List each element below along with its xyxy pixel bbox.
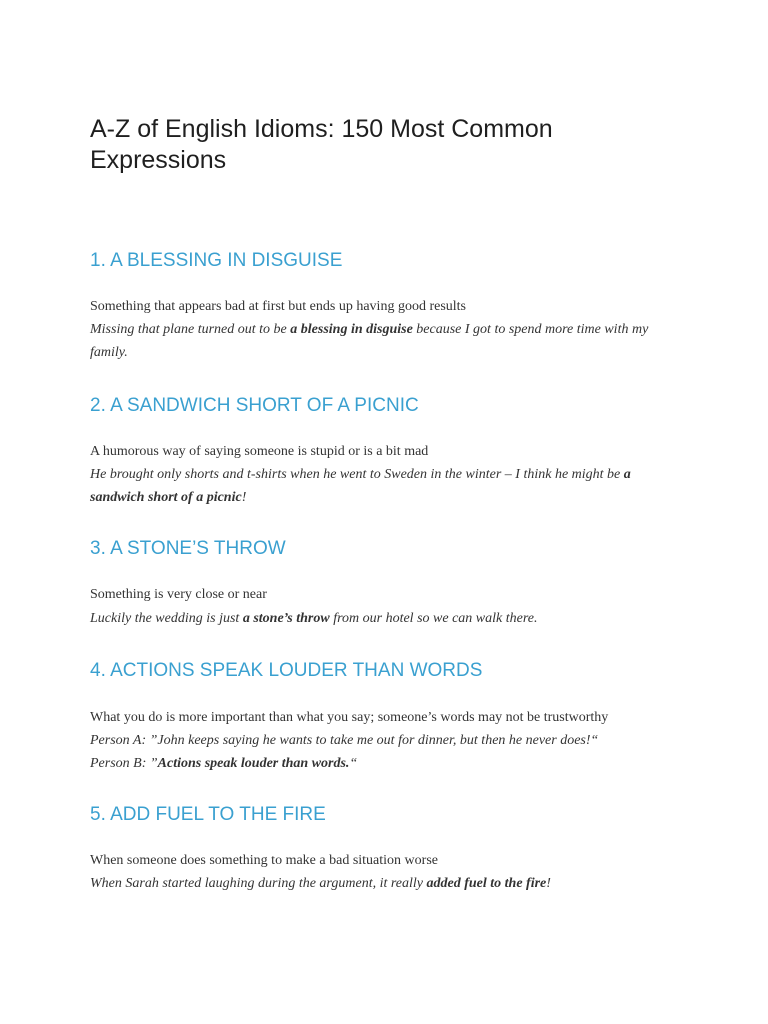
page-title: A-Z of English Idioms: 150 Most Common Expressions <box>90 115 553 174</box>
idiom-definition-5: When someone does something to make a bad situation worse <box>90 853 438 868</box>
idiom-heading-5: 5. ADD FUEL TO THE FIRE <box>90 804 326 825</box>
example-text: When Sarah started laughing during the argument, it really <box>90 876 427 891</box>
idiom-example-1 <box>90 318 686 364</box>
idiom-phrase: a blessing in disguise <box>290 322 413 337</box>
idiom-definition-1: Something that appears bad at first but ends up having good results <box>90 299 466 314</box>
example-text: ! <box>546 876 551 891</box>
idiom-example-3 <box>90 607 686 630</box>
idiom-heading-4: 4. ACTIONS SPEAK LOUDER THAN WORDS <box>90 660 483 681</box>
example-text: ! <box>241 490 247 505</box>
idiom-definition-3: Something is very close or near <box>90 587 267 602</box>
idiom-phrase: added fuel to the fire <box>426 876 547 891</box>
idiom-phrase: a sandwich short of a picnic <box>90 467 631 505</box>
idiom-heading-3: 3. A STONE’S THROW <box>90 538 286 559</box>
example-text: Missing that plane turned out to be <box>90 322 291 337</box>
idiom-heading-1: 1. A BLESSING IN DISGUISE <box>90 250 343 271</box>
example-text: Luckily the wedding is just <box>90 611 243 626</box>
idiom-heading-2: 2. A SANDWICH SHORT OF A PICNIC <box>90 395 419 416</box>
idiom-phrase: Actions speak louder than words. <box>157 756 350 771</box>
idiom-definition-4: What you do is more important than what you say; someone’s words may not be trustworthy <box>90 710 609 725</box>
example-text: “ <box>349 756 358 771</box>
idiom-example-4-line-1: Person A: ”John keeps saying he wants to take me out for dinner, but then he never does!“ <box>90 733 599 748</box>
idiom-phrase: a stone’s throw <box>242 611 330 626</box>
example-text: because I got to spend more time with my family. <box>90 322 649 360</box>
example-text: He brought only shorts and t-shirts when he went to Sweden in the winter – I think he might be <box>90 467 624 482</box>
idiom-example-4-line-2 <box>90 752 686 775</box>
example-text: Person B: ” <box>90 756 158 771</box>
example-text: from our hotel so we can walk there. <box>329 611 538 626</box>
idiom-definition-2: A humorous way of saying someone is stupid or is a bit mad <box>90 444 429 459</box>
idiom-example-5 <box>90 872 686 895</box>
idiom-example-2 <box>90 463 686 509</box>
